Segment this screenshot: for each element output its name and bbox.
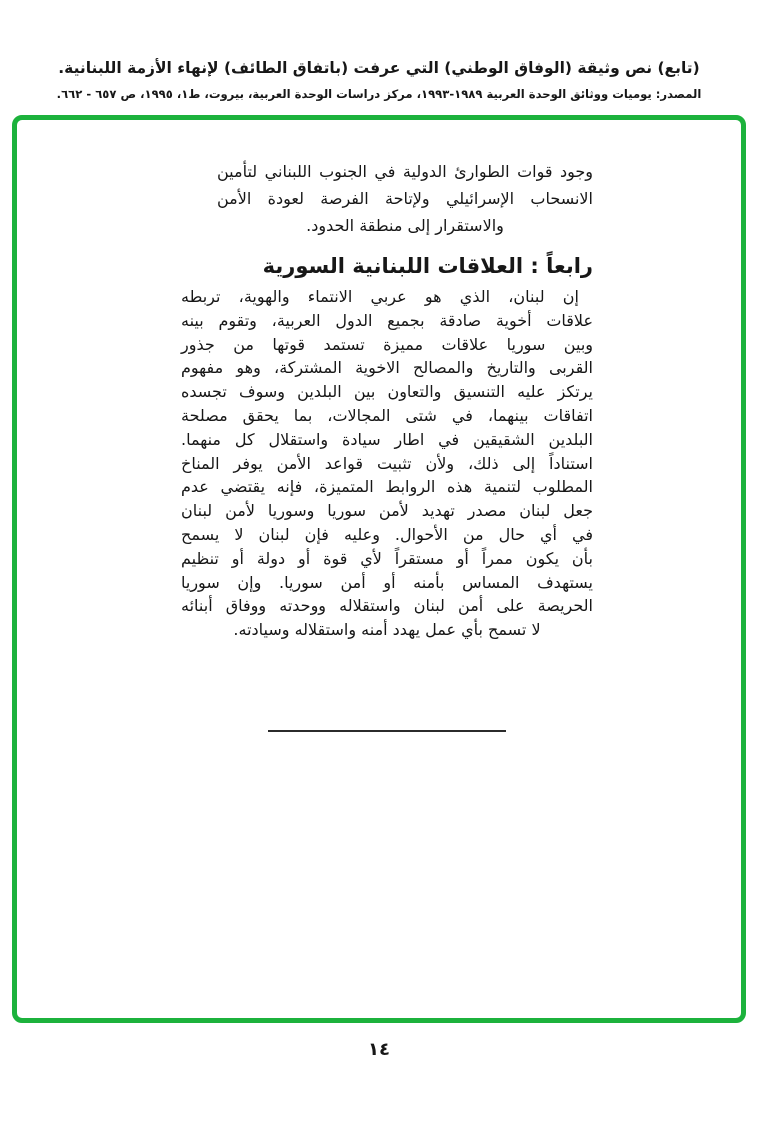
green-frame-border <box>12 115 746 1023</box>
closing-divider-rule <box>268 730 506 732</box>
document-title: (تابع) نص وثيقة (الوفاق الوطني) التي عرفت (باتفاق الطائف) لإنهاء الأزمة اللبنانية. <box>58 59 700 77</box>
text-line: لا تسمح بأي عمل يهدد أمنه واستقلاله وسيادته. <box>233 620 541 640</box>
text-line: الانسحاب الإسرائيلي ولإتاحة الفرصة لعودة الأمن <box>217 189 593 208</box>
page-header <box>0 56 758 102</box>
text-line: وجود قوات الطوارئ الدولية في الجنوب اللبناني لتأمين <box>217 162 593 181</box>
text-line: وبين سوريا علاقات مميزة تستمد قوتها من جذور <box>181 334 593 354</box>
text-line: المطلوب لتنمية هذه الروابط المتميزة، فإنه يقتضي عدم <box>181 477 593 497</box>
page-footer <box>0 1039 758 1060</box>
text-line: في أي حال من الأحوال. وعليه فإن لبنان لا يسمح <box>181 524 593 544</box>
text-line: الحريصة على أمن لبنان واستقلاله ووحدته ووفاق أبنائه <box>181 596 593 616</box>
text-line: يستهدف المساس بأمنه أو أمن سوريا. وإن سوريا <box>181 572 593 592</box>
text-line: بأن يكون ممراً أو مستقراً لأي قوة أو دولة أو تنظيم <box>181 548 593 568</box>
source-citation: المصدر: يوميات ووثائق الوحدة العربية ١٩٨٩-١٩٩٣، مركز دراسات الوحدة العربية، بيروت، ط١، ١٩٩٥، ص ٦٥٧ - ٦٦٢. <box>56 87 702 101</box>
text-line: إن لبنان، الذي هو عربي الانتماء والهوية، تربطه <box>181 287 579 306</box>
text-column <box>181 158 593 732</box>
text-line: القربى والتاريخ والمصالح الاخوية المشتركة، وهو مفهوم <box>181 358 593 378</box>
paragraph-lebanese-syrian-relations <box>181 285 593 642</box>
paragraph-continuation <box>217 158 593 239</box>
page-number: ١٤ <box>368 1039 390 1060</box>
text-line: استناداً إلى ذلك، ولأن تثبيت قواعد الأمن يوفر المناخ <box>181 453 593 473</box>
section-heading-lebanese-syrian-relations: رابعاً : العلاقات اللبنانية السورية <box>262 254 593 278</box>
text-line: علاقات أخوية صادقة بجميع الدول العربية، وتقوم بينه <box>181 310 593 330</box>
text-line: يرتكز عليه التنسيق والتعاون بين البلدين وسوف تجسده <box>181 382 593 402</box>
scanned-document-page <box>0 56 758 1134</box>
text-line: البلدين الشقيقين في اطار سيادة واستقلال كل منهما. <box>181 429 593 449</box>
text-line: جعل لبنان مصدر تهديد لأمن سوريا وسوريا لأمن لبنان <box>181 501 593 521</box>
text-line: والاستقرار إلى منطقة الحدود. <box>306 216 504 235</box>
text-line: اتفاقات بينهما، في شتى المجالات، بما يحقق مصلحة <box>181 405 593 425</box>
